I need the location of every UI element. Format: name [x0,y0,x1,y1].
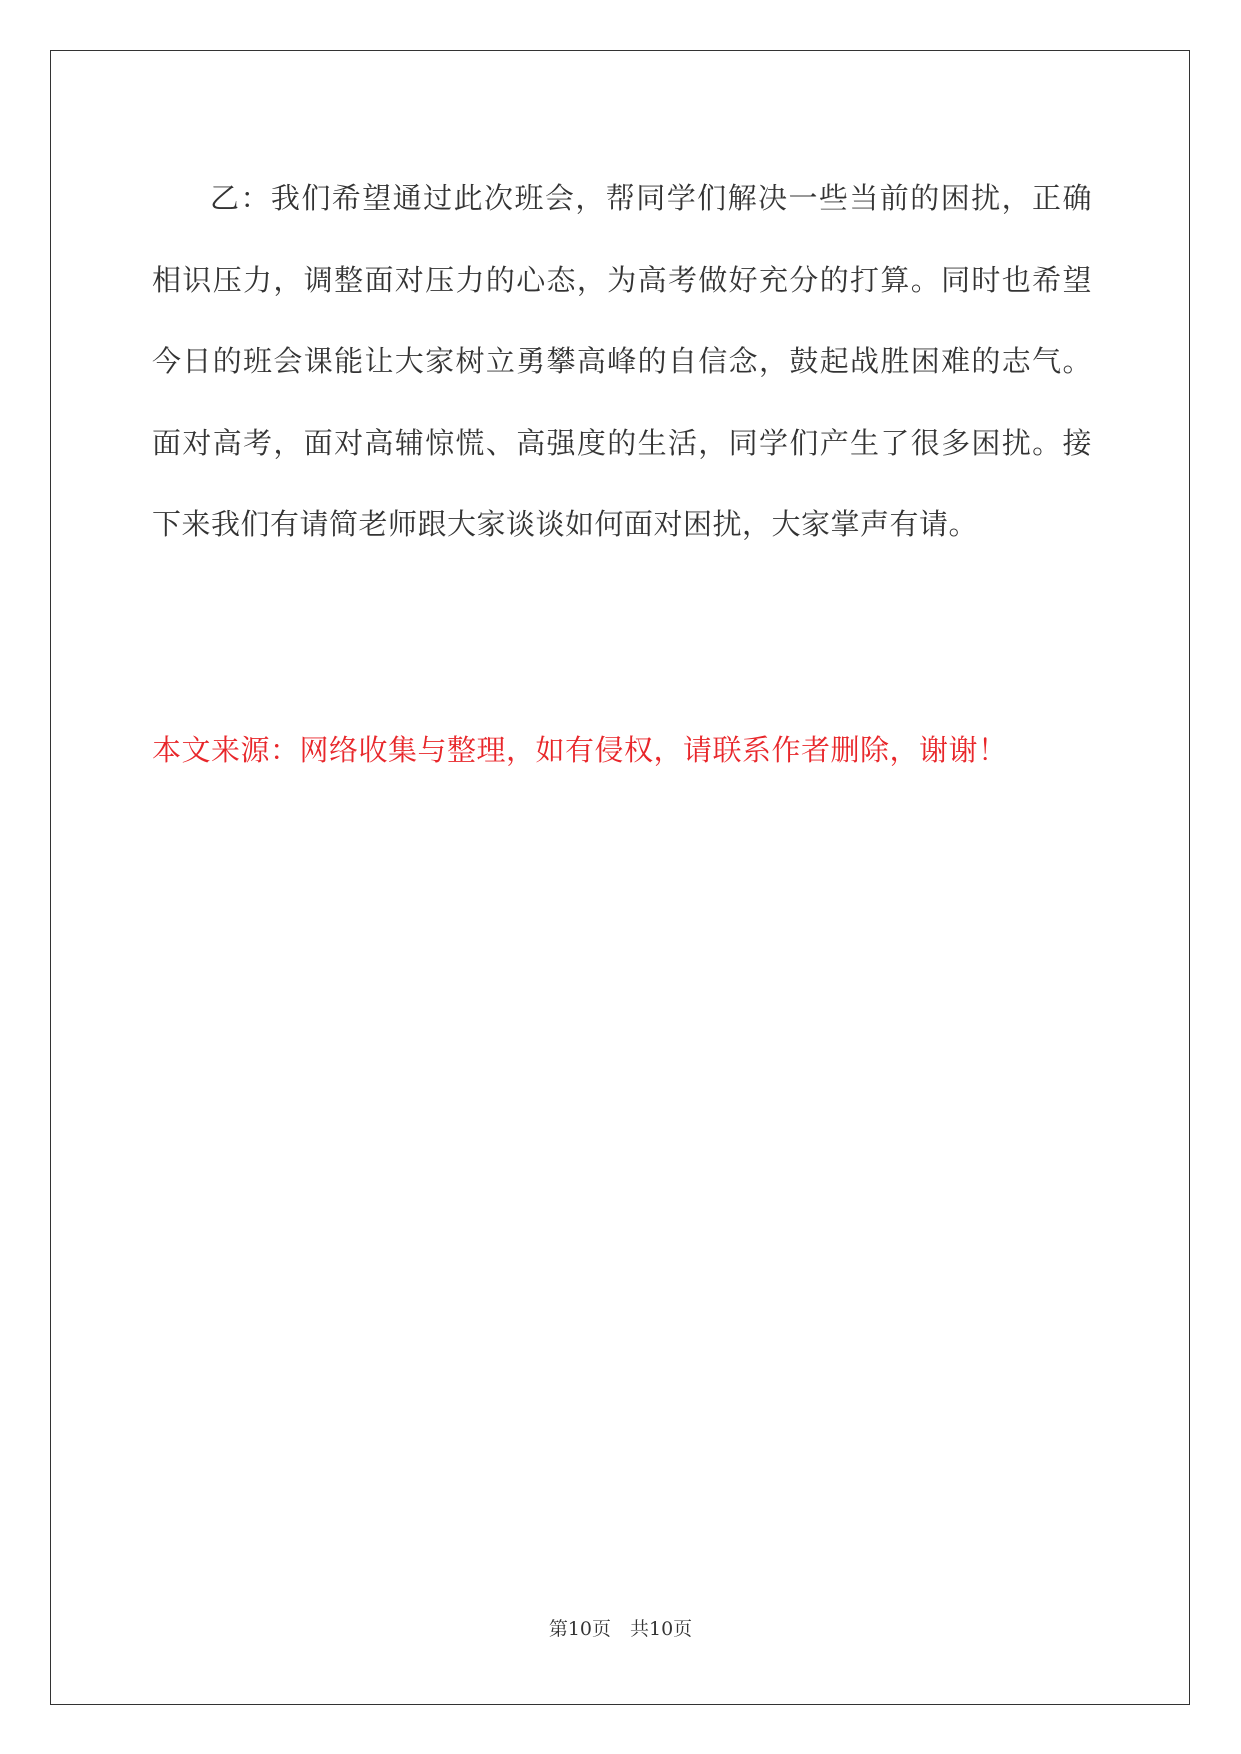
source-note: 本文来源：网络收集与整理，如有侵权，请联系作者删除，谢谢！ [152,733,1008,767]
body-paragraph: 乙：我们希望通过此次班会，帮同学们解决一些当前的困扰，正确相识压力，调整面对压力的心态，为高考做好充分的打算。同时也希望今日的班会课能让大家树立勇攀高峰的自信念，鼓起战胜困难的志气。面对高考，面对高辅惊慌、高强度的生活，同学们产生了很多困扰。接下来我们有请简老师跟大家谈谈如何面对困扰，大家掌声有请。 [152,181,1092,542]
page-number-footer: 第10页 共10页 [548,1618,693,1640]
